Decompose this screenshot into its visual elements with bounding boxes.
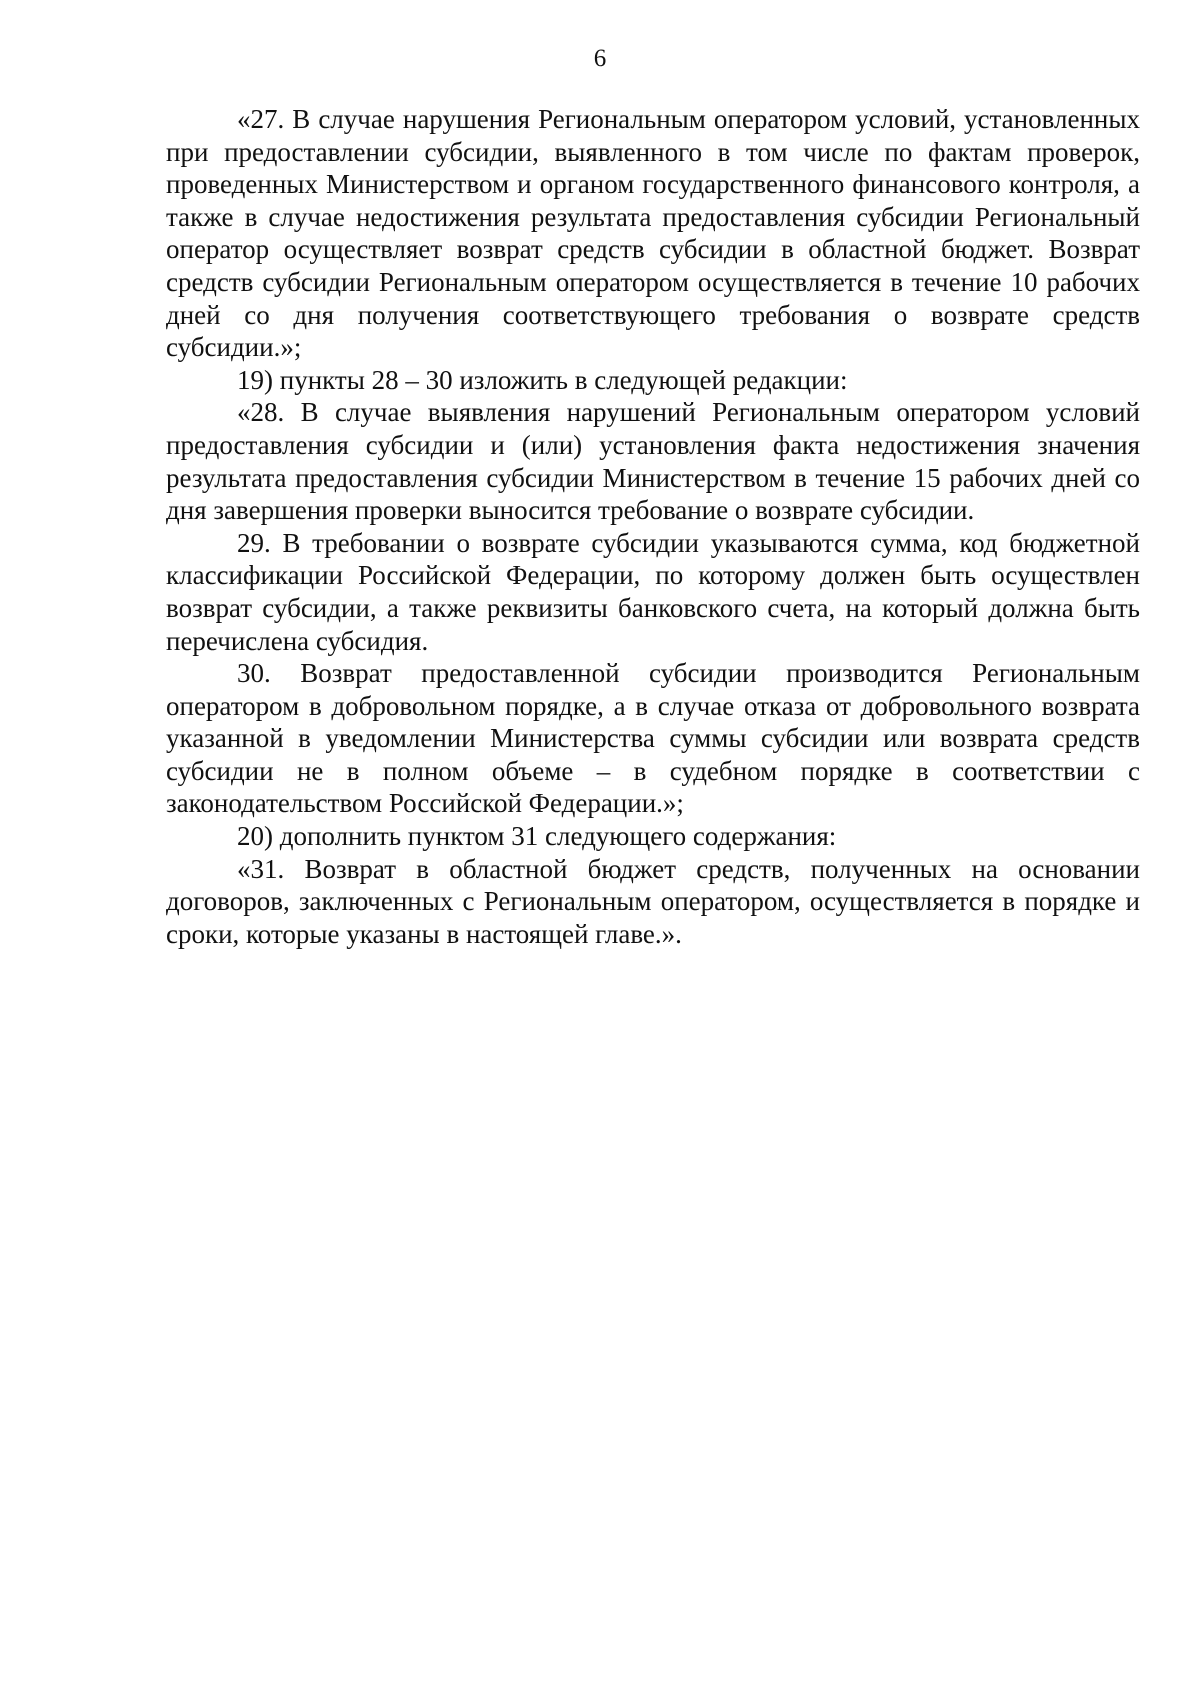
paragraph-amendment-20: 20) дополнить пунктом 31 следующего содержания:: [237, 821, 837, 852]
paragraph-amendment-19: 19) пункты 28 – 30 изложить в следующей редакции:: [237, 364, 848, 395]
paragraph-item-31: «31. Возврат в областной бюджет средств, полученных на основании договоров, заключенных с Региональным оператором, осуществляется в порядке и сроки, которые указаны в настоящей главе.».: [166, 853, 1140, 949]
page-number: 6: [593, 45, 607, 72]
paragraph-item-27: «27. В случае нарушения Региональным оператором условий, установленных при предоставлении субсидии, выявленного в том числе по фактам проверок, проведенных Министерством и органом государственного финансового контроля, а также в случае недостижения результата предоставления субсидии Региональный оператор осуществляет возврат средств субсидии в областной бюджет. Возврат средств субсидии Региональным оператором осуществляется в течение 10 рабочих дней со дня получения соответствующего требования о возврате средств субсидии.»;: [166, 104, 1140, 363]
document-body: [166, 103, 1140, 950]
paragraph-item-30: 30. Возврат предоставленной субсидии производится Региональным оператором в добровольном порядке, а в случае отказа от добровольного возврата указанной в уведомлении Министерства суммы субсидии или возврата средств субсидии не в полном объеме – в судебном порядке в соответствии с законодательством Российской Федерации.»;: [166, 658, 1140, 819]
paragraph-item-29: 29. В требовании о возврате субсидии указываются сумма, код бюджетной классификации Российской Федерации, по которому должен быть осуществлен возврат субсидии, а также реквизиты банковского счета, на который должна быть перечислена субсидия.: [166, 527, 1140, 656]
paragraph-item-28: «28. В случае выявления нарушений Региональным оператором условий предоставления субсидии и (или) установления факта недостижения значения результата предоставления субсидии Министерством в течение 15 рабочих дней со дня завершения проверки выносится требование о возврате субсидии.: [166, 397, 1140, 526]
